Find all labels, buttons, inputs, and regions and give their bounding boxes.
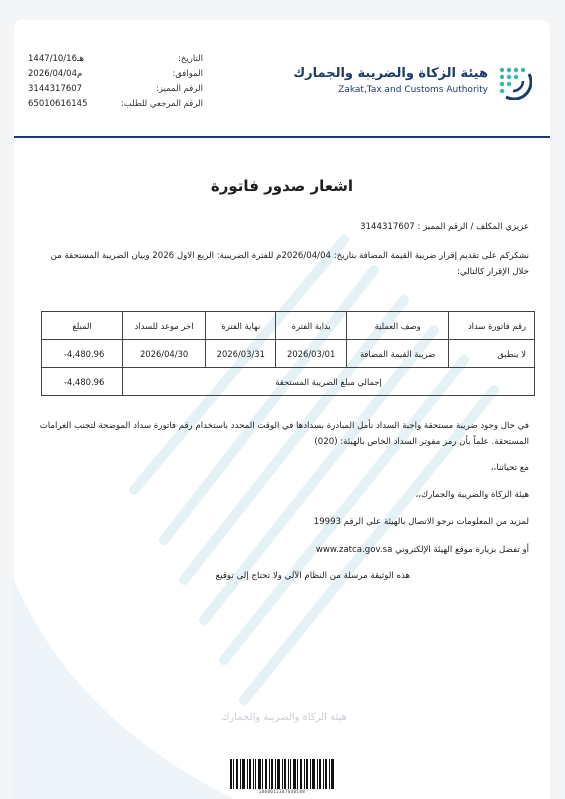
zatca-logo: [293, 60, 532, 120]
meta-label: الرقم المميز:: [156, 84, 203, 94]
column-header: وصف العملية: [346, 312, 449, 340]
barcode-number: 1000012307640188: [258, 789, 306, 794]
column-header: المبلغ: [42, 312, 123, 340]
authority-sign-off: هيئة الزكاة والضريبة والجمارك،،: [415, 490, 529, 500]
regards-line: مع تحياتنا،،: [490, 463, 529, 473]
document-header: [14, 20, 550, 138]
meta-value: 65010616145: [28, 99, 88, 109]
auto-generated-note: هذه الوثيقة مرسلة من النظام الآلي ولا تحتاج إلى توقيع: [215, 571, 410, 581]
zatca-logo-icon: [494, 62, 532, 100]
column-header: رقم فاتورة سداد: [449, 312, 535, 340]
intro-paragraph: نشكركم على تقديم إقرار ضريبة القيمة المضافة بتاريخ: 2026/04/04م للفترة الضريبية: الربع الاول 2026 وبيان الضريبة المستحقة من خلال الإقرار كالتالي:: [50, 251, 529, 277]
logo-arabic-name: هيئة الزكاة والضريبة والجمارك: [293, 66, 488, 81]
period-end-cell: 2026/03/31: [206, 340, 276, 368]
table-row: [42, 340, 535, 368]
barcode: [230, 759, 334, 789]
column-header: اخر موعد للسداد: [123, 312, 206, 340]
website-line: أو تفضل بزيارة موقع الهيئة الإلكتروني www.zatca.gov.sa: [315, 545, 529, 555]
table-header-row: [42, 312, 535, 340]
table-total-row: [42, 368, 535, 396]
page-title: اشعار صدور فاتورة: [210, 177, 354, 195]
column-header: بداية الفترة: [276, 312, 346, 340]
contact-line: لمزيد من المعلومات نرجو الاتصال بالهيئة على الرقم 19993: [313, 517, 529, 527]
footer-watermark-logo: هيئة الزكاة والضريبة والجمارك: [221, 712, 347, 723]
meta-date-hijri: [28, 54, 203, 69]
meta-reference-number: [28, 99, 203, 114]
amount-cell: -4,480.96: [42, 340, 123, 368]
meta-value: 2026/04/04م: [28, 69, 83, 79]
meta-label: التاريخ:: [178, 54, 203, 64]
meta-value: 3144317607: [28, 84, 83, 94]
due-date-cell: 2026/04/30: [123, 340, 206, 368]
invoice-number-cell: لا ينطبق: [449, 340, 535, 368]
salutation: عزيزي المكلف / الرقم المميز : 3144317607: [360, 222, 529, 232]
document-meta: [28, 54, 203, 114]
meta-distinctive-number: [28, 84, 203, 99]
meta-value: 1447/10/16هـ: [28, 54, 84, 64]
total-label-cell: إجمالي مبلغ الضريبة المستحقة: [123, 368, 535, 396]
description-cell: ضريبة القيمة المضافة: [346, 340, 449, 368]
logo-english-name: Zakat,Tax and Customs Authority: [338, 85, 488, 95]
meta-label: الرقم المرجعي للطلب:: [120, 99, 203, 109]
invoice-table: [41, 311, 535, 396]
total-amount-cell: -4,480.96: [42, 368, 123, 396]
meta-label: الموافق:: [172, 69, 203, 79]
period-start-cell: 2026/03/01: [276, 340, 346, 368]
document-page: [14, 20, 550, 799]
meta-date-gregorian: [28, 69, 203, 84]
column-header: نهاية الفترة: [206, 312, 276, 340]
payment-notice: في حال وجود ضريبة مستحقة واجبة السداد نأمل المبادرة بسدادها في الوقت المحدد باستخدام رقم فاتورة سداد الموضحة لتجنب الغرامات المستحقة. علماً بأن رمز مفوتر السداد الخاص بالهيئة: (020): [39, 421, 529, 447]
